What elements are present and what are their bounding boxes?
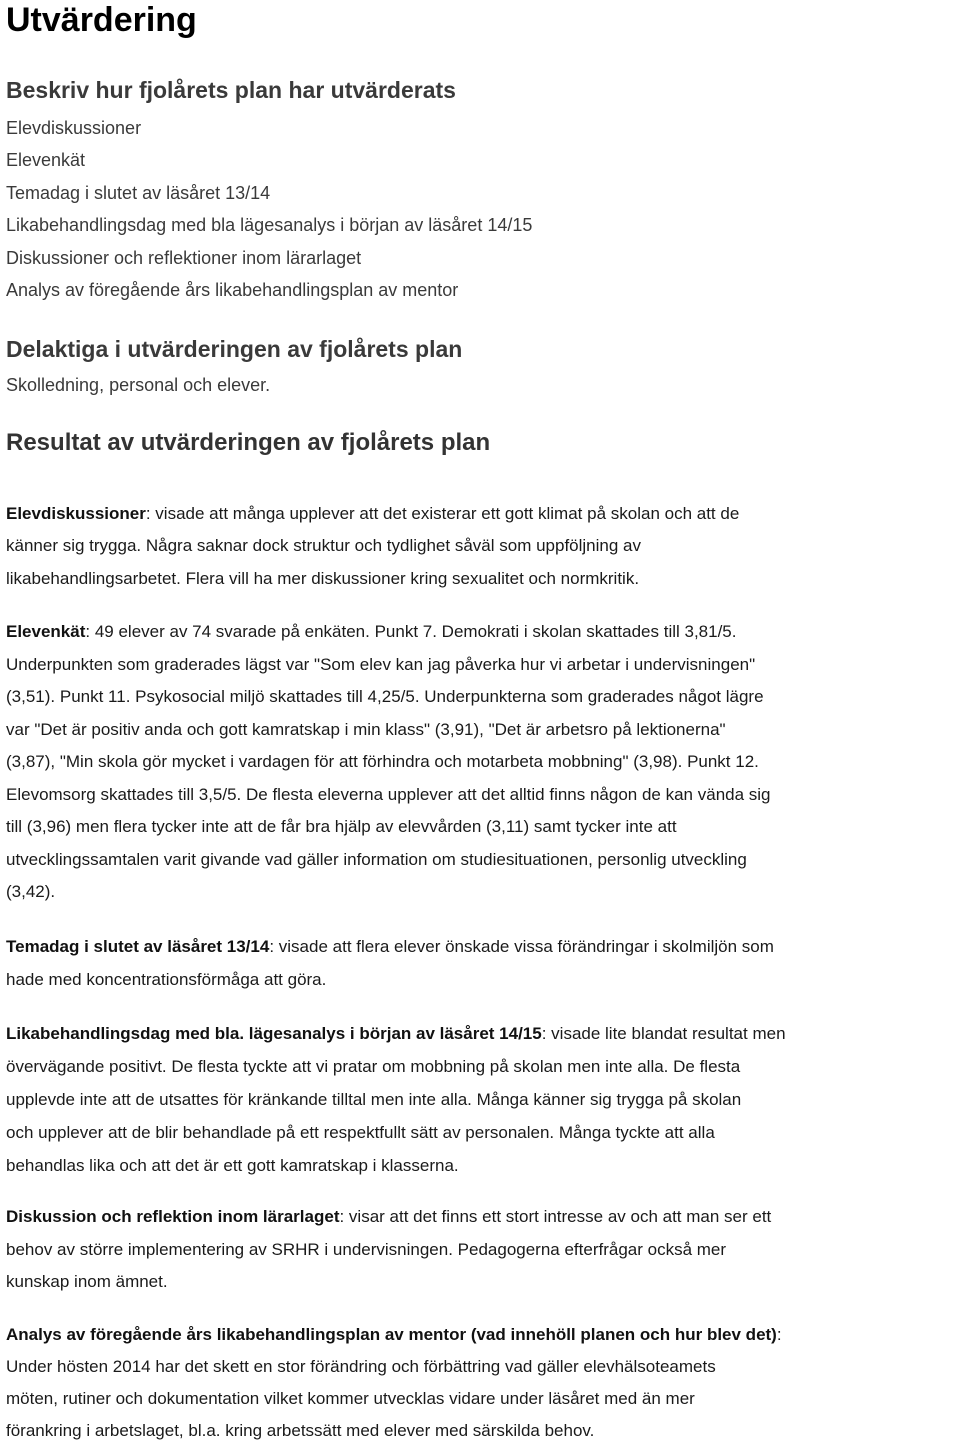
line-text: upplevde inte att de utsattes för kränkande tilltal men inte alla. Många känner sig trygga på skolan — [6, 1090, 742, 1109]
bold-lead: Elevdiskussioner — [6, 504, 146, 523]
line-text: hade med koncentrationsförmåga att göra. — [6, 970, 327, 989]
line-text: behov av större implementering av SRHR i undervisningen. Pedagogerna efterfrågar också mer — [6, 1239, 727, 1259]
list-item: Elevdiskussioner — [6, 118, 142, 138]
paragraph-line — [6, 1383, 958, 1415]
result-paragraph — [6, 930, 958, 996]
list-item: Likabehandlingsdag med bla lägesanalys i början av läsåret 14/15 — [6, 215, 533, 236]
paragraph-line — [6, 963, 958, 996]
result-paragraph — [6, 1017, 958, 1182]
paragraph-line — [6, 844, 958, 877]
line-text: : visade lite blandat resultat men — [541, 1024, 786, 1043]
line-text: behandlas lika och att det är ett gott kamratskap i klasserna. — [6, 1156, 459, 1175]
line-text: möten, rutiner och dokumentation vilket kommer utvecklas vidare under läsåret med än mer — [6, 1389, 695, 1408]
paragraph-line — [6, 1266, 958, 1299]
paragraph-line — [6, 779, 958, 812]
result-paragraph — [6, 1201, 958, 1299]
paragraph-line — [6, 1017, 958, 1050]
paragraph-line — [6, 1149, 958, 1182]
line-text: utvecklingssamtalen varit givande vad gäller information om studiesituationen, personlig utveckling — [6, 849, 747, 869]
bold-lead: Analys av föregående års likabehandlingsplan av mentor (vad innehöll planen och hur blev det) — [6, 1325, 777, 1344]
line-text: förankring i arbetslaget, bl.a. kring arbetssätt med elever med särskilda behov. — [6, 1421, 595, 1440]
line-text: övervägande positivt. De flesta tyckte att vi pratar om mobbning på skolan men inte alla. De flesta — [6, 1057, 741, 1076]
line-text: : — [776, 1325, 782, 1344]
participants-text: Skolledning, personal och elever. — [6, 375, 271, 395]
paragraph-line — [6, 1234, 958, 1267]
line-text: Underpunkten som graderades lägst var "Som elev kan jag påverka hur vi arbetar i undervisningen" — [6, 654, 756, 674]
bold-lead: Diskussion och reflektion inom lärarlaget — [6, 1207, 340, 1226]
line-text: : visar att det finns ett stort intresse av och att man ser ett — [339, 1207, 772, 1226]
line-text: (3,51). Punkt 11. Psykosocial miljö skattades till 4,25/5. Underpunkterna som graderades något lägre — [6, 687, 764, 706]
bold-lead: Temadag i slutet av läsåret 13/14 — [6, 937, 270, 956]
line-text: kunskap inom ämnet. — [6, 1272, 168, 1291]
section-heading-results: Resultat av utvärderingen av fjolårets plan — [6, 429, 491, 456]
paragraph-line — [6, 1050, 958, 1083]
line-text: : visade att många upplever att det existerar ett gott klimat på skolan och att de — [145, 504, 740, 523]
result-paragraph — [6, 498, 958, 595]
line-text: till (3,96) men flera tycker inte att de får bra hjälp av elevvården (3,11) samt tycker inte att — [6, 817, 677, 836]
paragraph-line — [6, 681, 958, 714]
paragraph-line — [6, 498, 958, 530]
paragraph-line — [6, 1083, 958, 1116]
paragraph-line — [6, 930, 958, 963]
list-item: Temadag i slutet av läsåret 13/14 — [6, 182, 271, 203]
line-text: var "Det är positiv anda och gott kamratskap i min klass" (3,91), "Det är arbetsro på lektionerna" — [6, 719, 726, 739]
line-text: (3,42). — [6, 882, 56, 901]
line-text: och upplever att de blir behandlade på ett respektfullt sätt av personalen. Många tyckte att alla — [6, 1123, 715, 1142]
paragraph-line — [6, 714, 958, 747]
line-text: (3,87), "Min skola gör mycket i vardagen för att förhindra och motarbeta mobbning" (3,98). Punkt 12. — [6, 752, 759, 771]
list-item: Elevenkät — [6, 150, 86, 171]
paragraph-line — [6, 649, 958, 682]
line-text: likabehandlingsarbetet. Flera vill ha mer diskussioner kring sexualitet och normkritik. — [6, 568, 640, 588]
paragraph-line — [6, 746, 958, 779]
result-paragraph — [6, 616, 958, 909]
line-text: Elevomsorg skattades till 3,5/5. De flesta eleverna upplever att det alltid finns någon de kan vända sig — [6, 784, 771, 804]
page-title: Utvärdering — [6, 1, 197, 39]
paragraph-line — [6, 616, 958, 649]
line-text: känner sig trygga. Några saknar dock struktur och tydlighet såväl som uppföljning av — [6, 536, 641, 556]
paragraph-line — [6, 1319, 958, 1351]
bold-lead: Likabehandlingsdag med bla. lägesanalys i början av läsåret 14/15 — [6, 1024, 542, 1043]
section-heading-participants: Delaktiga i utvärderingen av fjolårets plan — [6, 336, 463, 362]
bold-lead: Elevenkät — [6, 622, 86, 641]
paragraph-line — [6, 1116, 958, 1149]
paragraph-line — [6, 876, 958, 909]
paragraph-line — [6, 1201, 958, 1234]
section-heading-evaluation-method: Beskriv hur fjolårets plan har utvärderats — [6, 77, 456, 103]
line-text: : 49 elever av 74 svarade på enkäten. Punkt 7. Demokrati i skolan skattades till 3,81/5. — [85, 622, 737, 641]
paragraph-line — [6, 811, 958, 844]
paragraph-line — [6, 563, 958, 595]
paragraph-line — [6, 1351, 958, 1383]
evaluation-method-list — [6, 112, 532, 306]
line-text: : visade att flera elever önskade vissa förändringar i skolmiljön som — [269, 937, 774, 956]
list-item: Diskussioner och reflektioner inom lärarlaget — [6, 247, 362, 268]
paragraph-line — [6, 1415, 958, 1447]
line-text: Under hösten 2014 har det skett en stor förändring och förbättring vad gäller elevhälsoteamets — [6, 1357, 716, 1376]
paragraph-line — [6, 530, 958, 562]
result-paragraph — [6, 1319, 958, 1447]
list-item: Analys av föregående års likabehandlingsplan av mentor — [6, 280, 459, 301]
